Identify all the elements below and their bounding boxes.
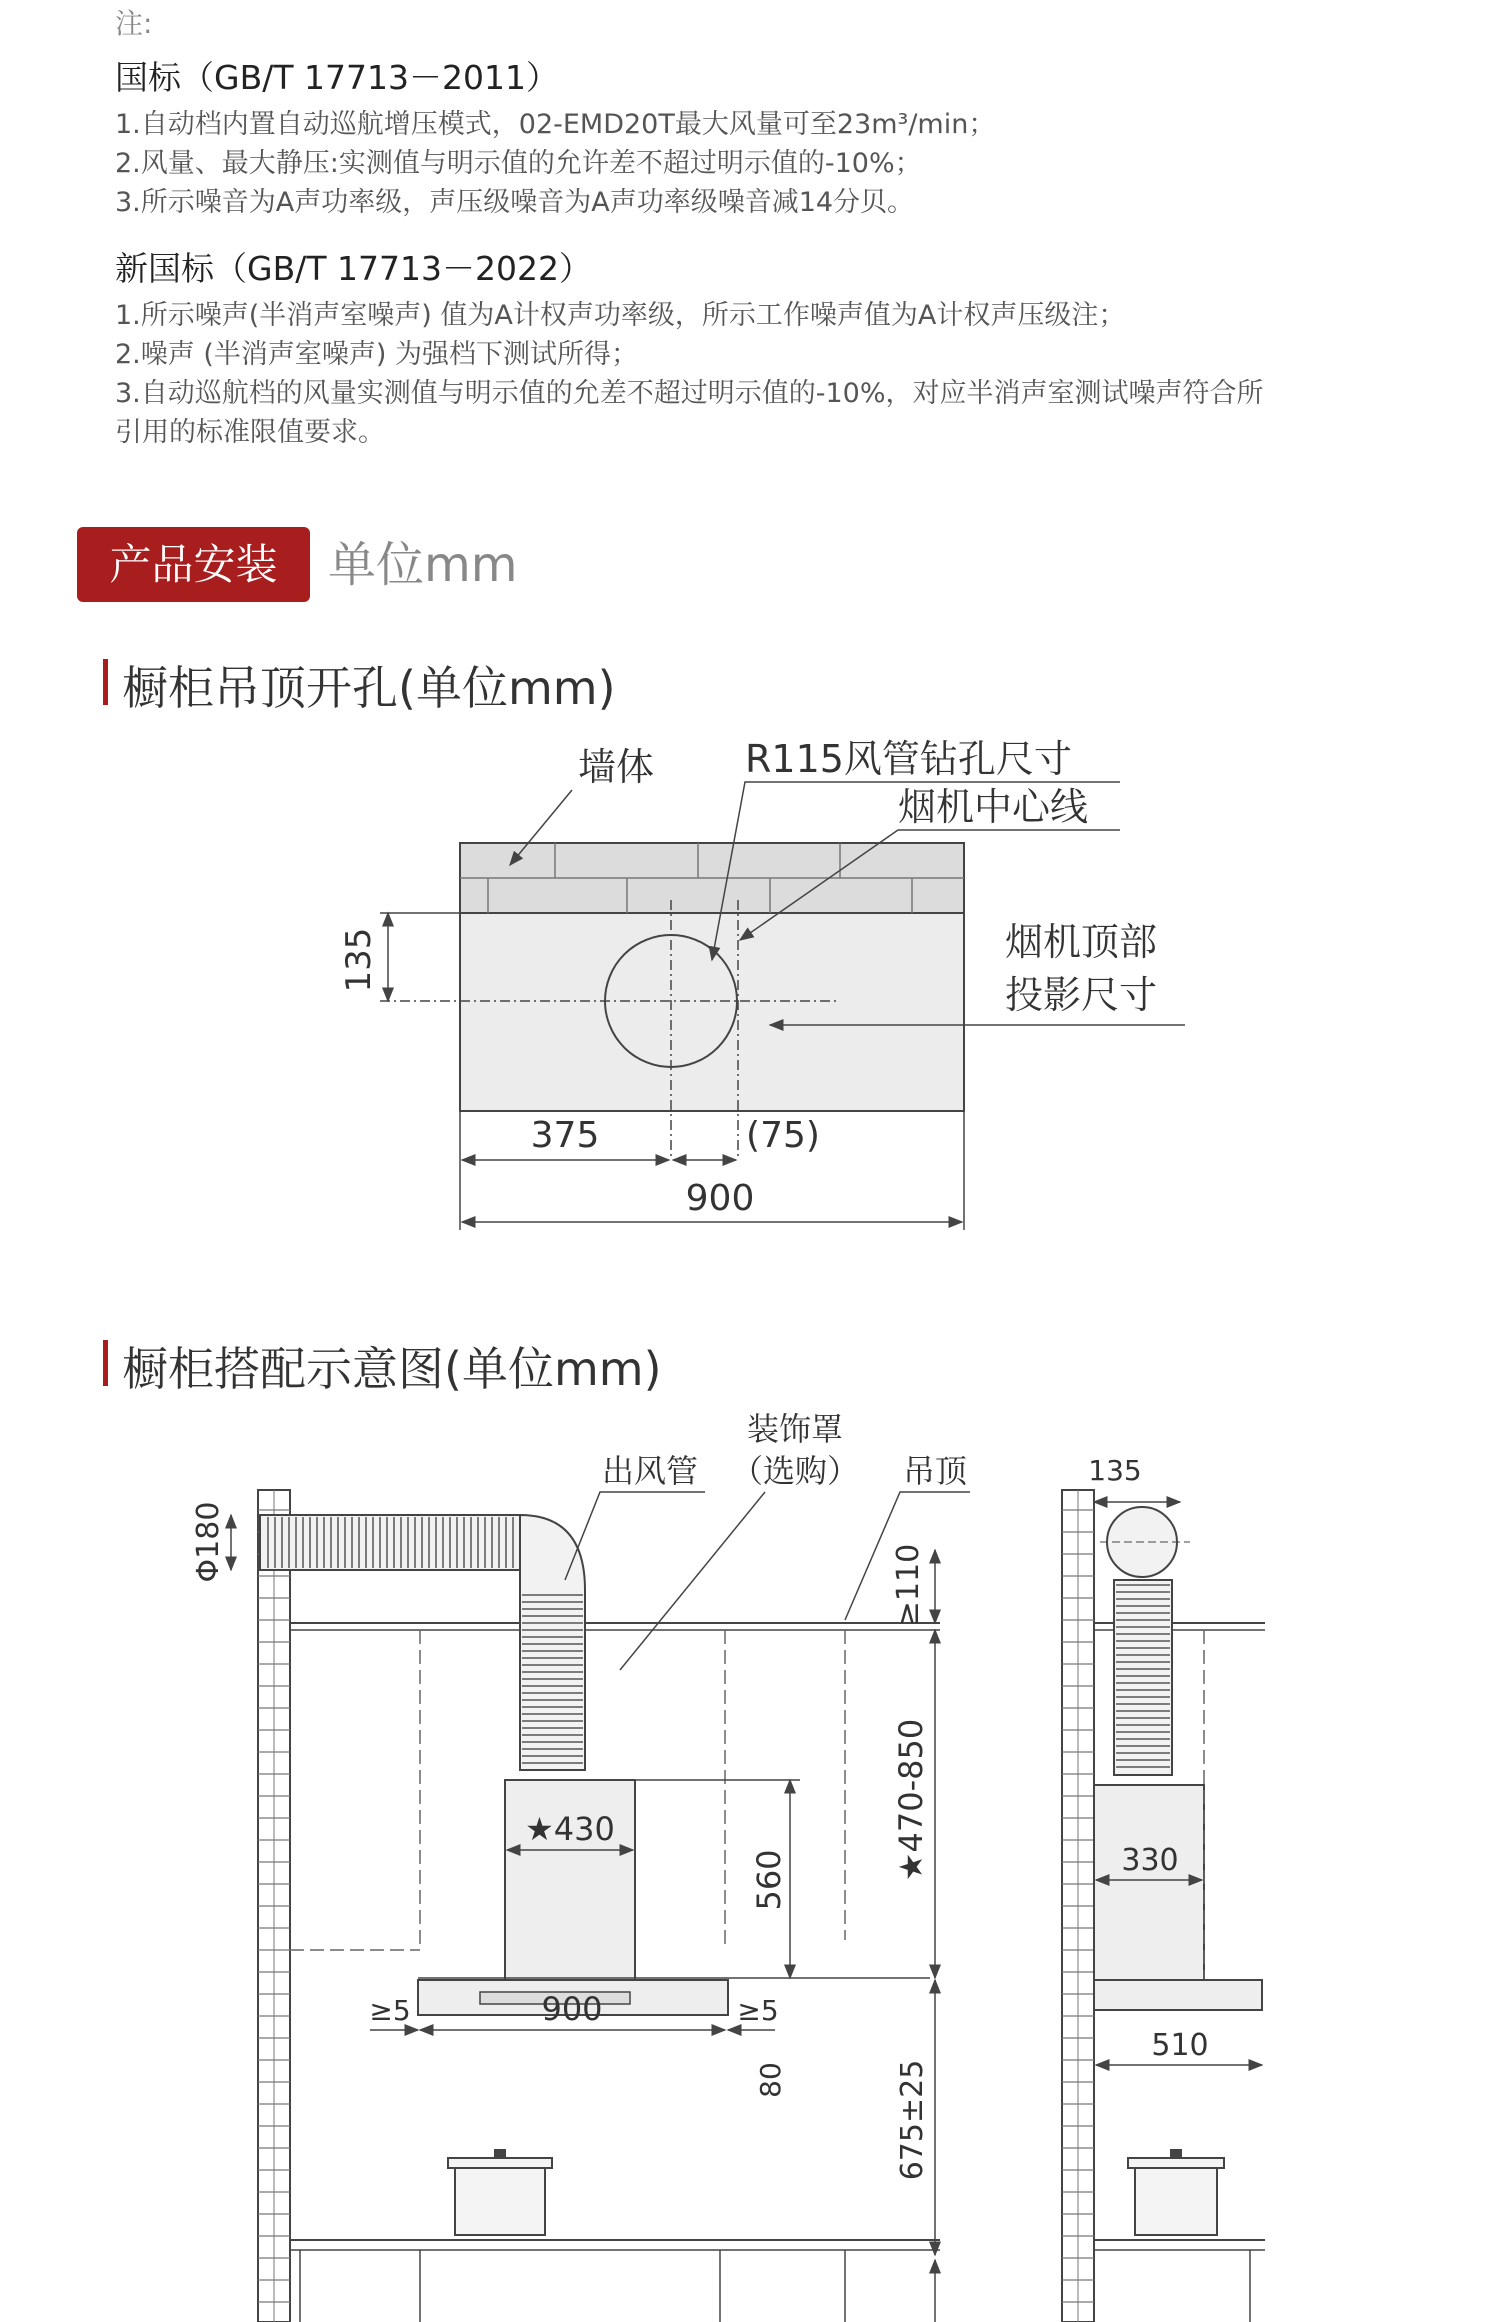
dim-900-label: 900 (685, 1178, 755, 1219)
dim-135-label: 135 (339, 927, 379, 993)
std-old-line-2: 2.风量、最大静压:实测值与明示值的允许差不超过明示值的-10%； (115, 148, 922, 179)
dim-ge5-right: ≥5 (737, 1994, 779, 2027)
cabinet-match-diagram (0, 1380, 1500, 2322)
dim-ge5-left: ≥5 (369, 1994, 411, 2027)
side-hood-body (1094, 1980, 1262, 2010)
label-projection-1: 烟机顶部 (1005, 920, 1158, 964)
side-cover (1094, 1785, 1204, 1980)
std-new-title: 新国标（GB/T 17713－2022） (115, 249, 592, 288)
label-cover-1: 装饰罩 (746, 1410, 844, 1448)
std-new-line-3: 3.自动巡航档的风量实测值与明示值的允差不超过明示值的-10%，对应半消声室测试噪声符合所 (115, 378, 1264, 409)
notes-label: 注: (115, 7, 153, 40)
cooking-pot (448, 2149, 552, 2235)
dim-phi180: Φ180 (191, 1501, 226, 1583)
std-new-line-4: 引用的标准限值要求。 (115, 417, 385, 448)
dim-375-label: 375 (530, 1115, 600, 1156)
dim-900: 900 (541, 1990, 603, 2028)
dim-80: 80 (754, 2062, 787, 2098)
install-badge: 产品安装 (77, 527, 310, 602)
std-old-line-3: 3.所示噪音为A声功率级，声压级噪音为A声功率级噪音减14分贝。 (115, 187, 915, 218)
dim-75-label: (75) (746, 1115, 820, 1156)
wall-band (460, 843, 964, 913)
side-brick-wall (1062, 1490, 1094, 2322)
side-dim-135: 135 (1088, 1454, 1142, 1487)
label-projection-2: 投影尺寸 (1005, 973, 1158, 1017)
side-cooking-pot (1128, 2149, 1224, 2235)
install-unit: 单位mm (328, 537, 518, 593)
side-dim-330: 330 (1121, 1843, 1179, 1878)
std-old-line-1: 1.自动档内置自动巡航增压模式，02-EMD20T最大风量可至23m³/min； (115, 109, 996, 140)
exhaust-duct (260, 1515, 585, 1770)
std-old-title: 国标（GB/T 17713－2011） (115, 58, 559, 97)
std-new-line-2: 2.噪声 (半消声室噪声) 为强档下测试所得； (115, 339, 638, 370)
label-duct: 出风管 (601, 1452, 699, 1490)
dim-430: ★430 (525, 1810, 615, 1848)
side-dim-510: 510 (1151, 2028, 1209, 2063)
dim-675: 675±25 (895, 2059, 930, 2181)
dim-470-850: ★470-850 (892, 1718, 930, 1882)
std-new-line-1: 1.所示噪声(半消声室噪声) 值为A计权声功率级，所示工作噪声值为A计权声压级注； (115, 300, 1126, 331)
left-brick-wall (258, 1490, 290, 2322)
label-cover-2: （选购） (730, 1452, 860, 1490)
label-wall: 墙体 (578, 745, 655, 789)
label-center-line: 烟机中心线 (898, 785, 1089, 829)
diagram1-title: 橱柜吊顶开孔(单位mm) (122, 661, 616, 715)
dim-ge110: ≥110 (891, 1543, 926, 1627)
diagram2-title: 橱柜搭配示意图(单位mm) (122, 1342, 662, 1396)
label-drill-size: R115风管钻孔尺寸 (745, 737, 1072, 781)
label-ceiling: 吊顶 (902, 1452, 968, 1490)
dim-560: 560 (750, 1849, 788, 1911)
